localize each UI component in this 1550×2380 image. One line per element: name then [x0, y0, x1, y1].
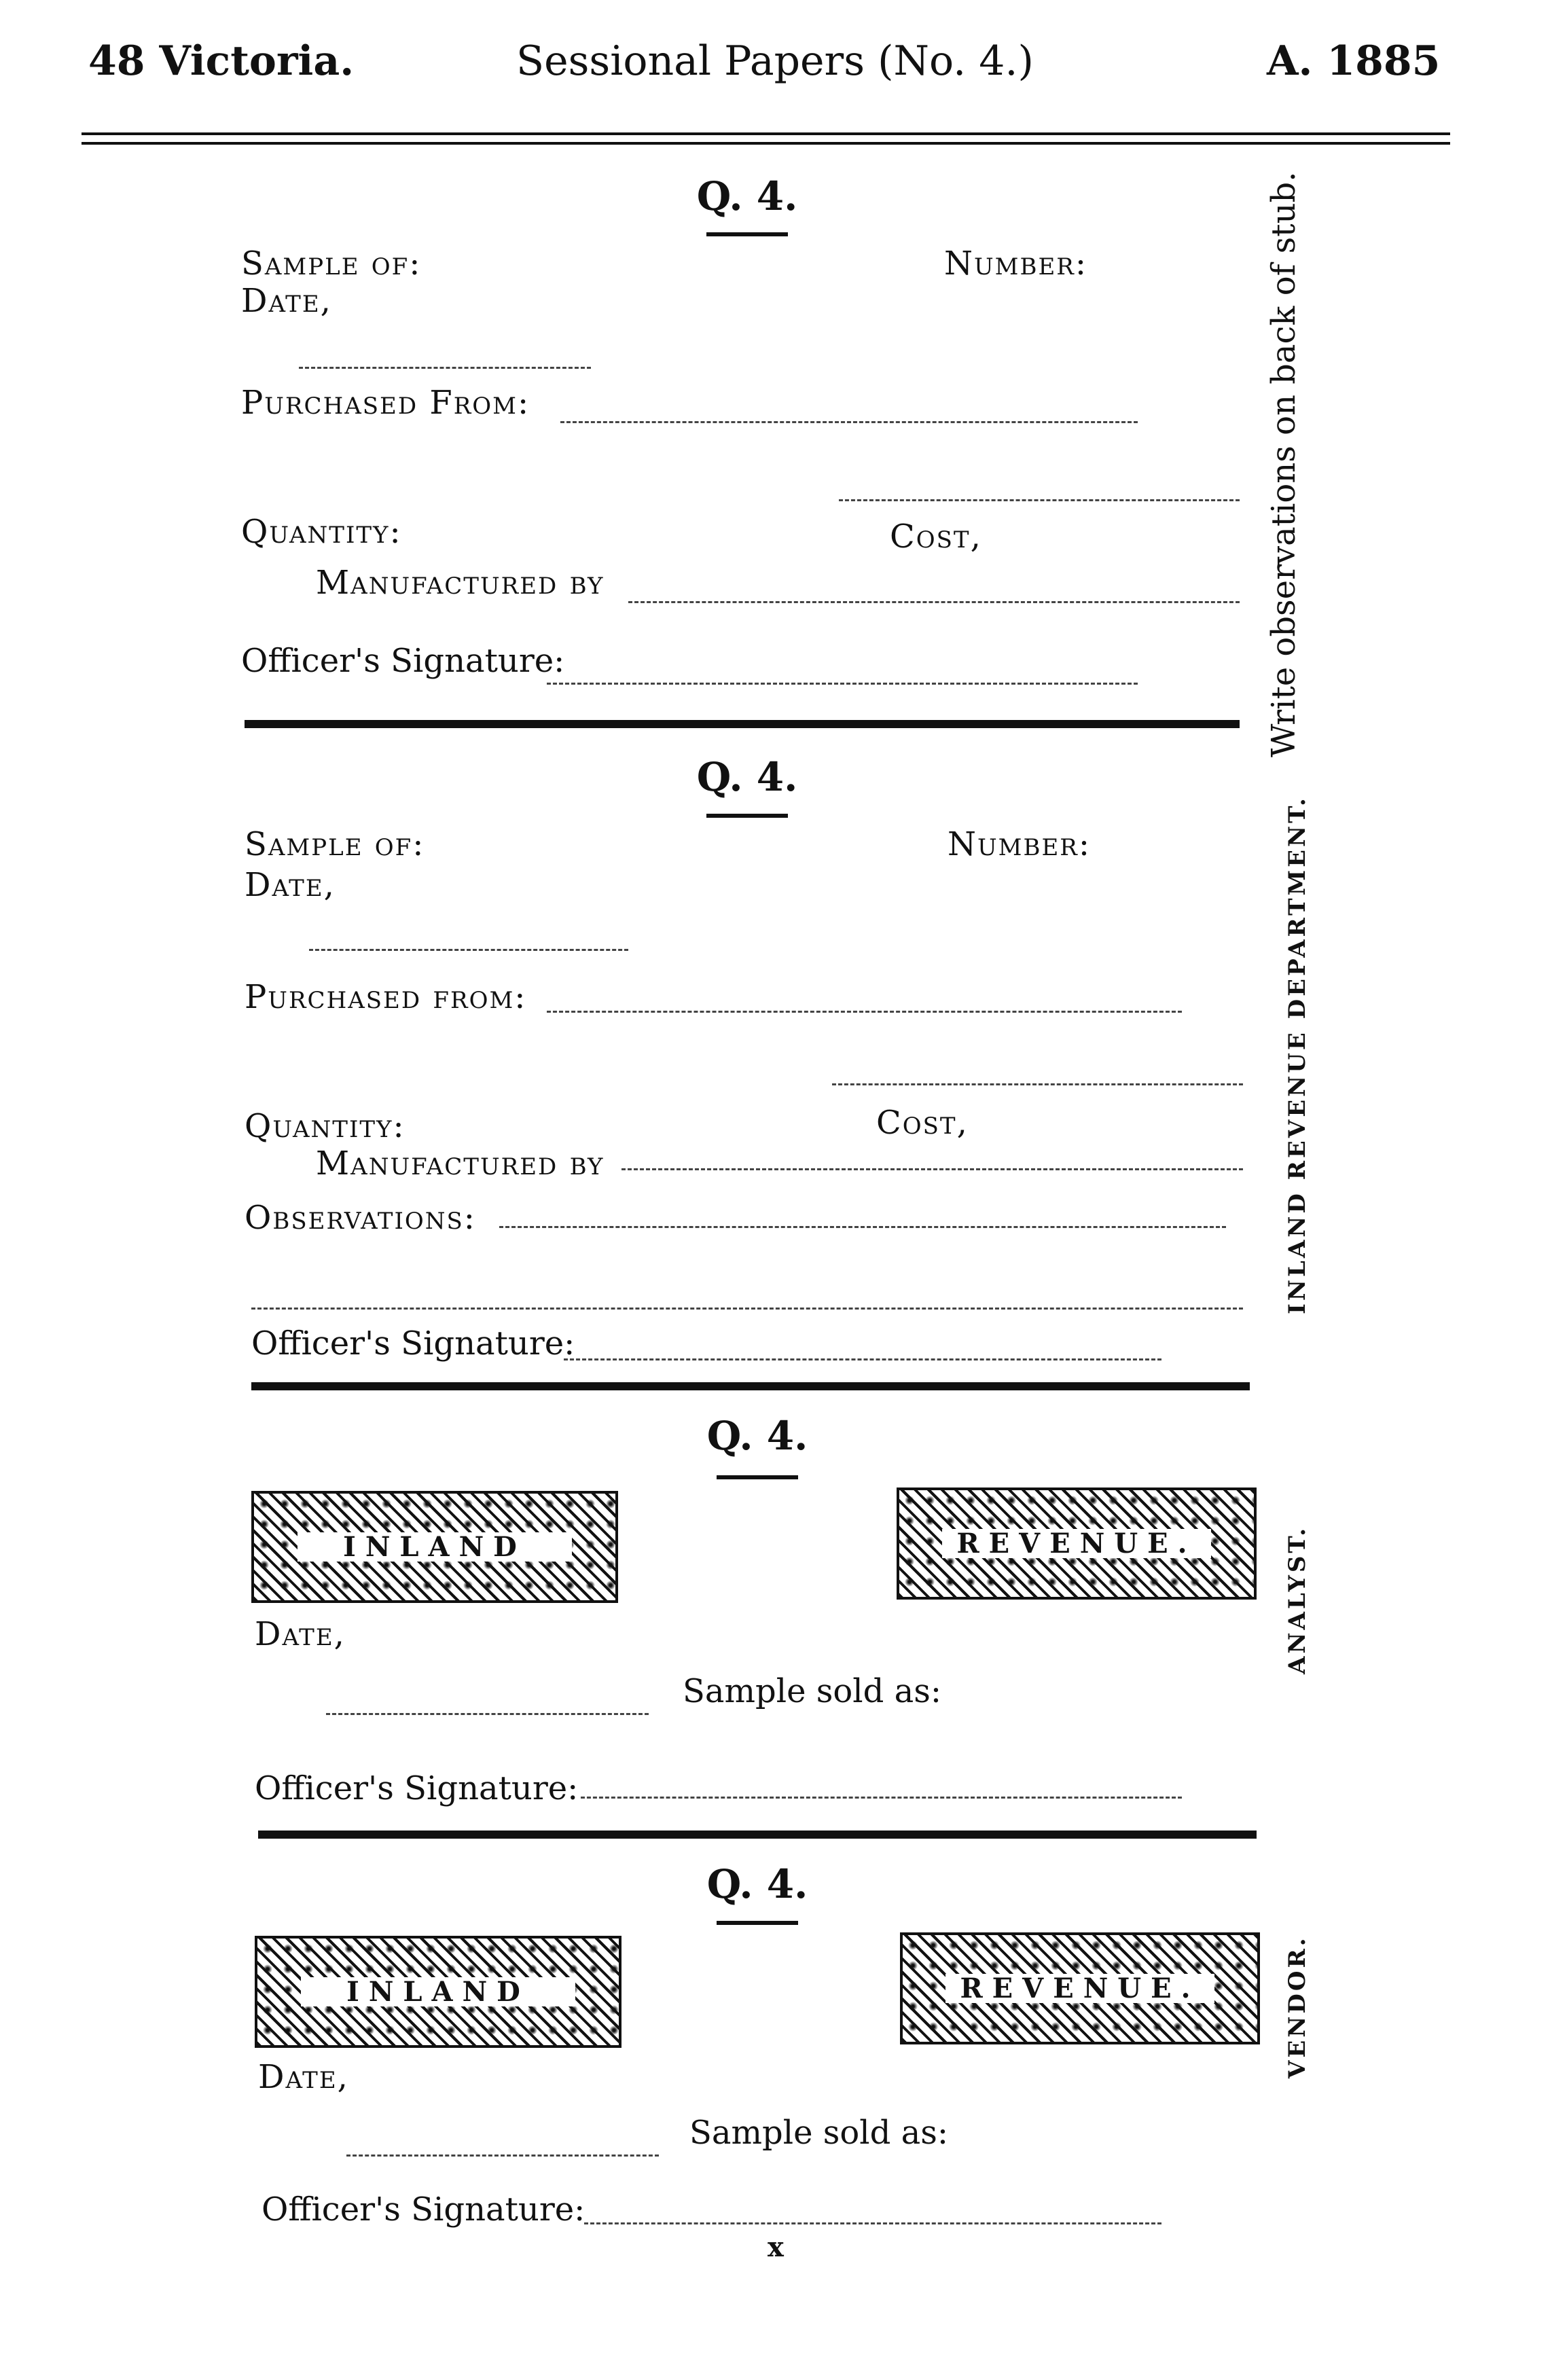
section-1-sample-of: Sample of:	[241, 245, 422, 283]
header-rule-bottom	[82, 142, 1450, 145]
section-3-side-label: ANALYST.	[1284, 1525, 1311, 1674]
section-2-officer-signature: Officer's Signature:	[251, 1324, 575, 1363]
section-4-stamp-revenue-label: REVENUE.	[945, 1974, 1215, 2004]
section-1-number: Number:	[944, 245, 1088, 283]
section-2-quantity: Quantity:	[245, 1107, 405, 1145]
header-title: Sessional Papers (No. 4.)	[516, 37, 1034, 85]
section-1-purchased-from: Purchased From:	[241, 384, 530, 422]
footer-mark: x	[768, 2231, 784, 2263]
section-4-stamp-inland-label: INLAND	[301, 1977, 575, 2007]
section-1-cost: Cost,	[890, 518, 982, 556]
section-3-officer-signature: Officer's Signature:	[255, 1769, 579, 1807]
section-1-number-field[interactable]	[839, 499, 1240, 501]
section-4-heading-underline	[717, 1921, 798, 1925]
section-2-date: Date,	[245, 866, 336, 904]
section-1-date-field[interactable]	[299, 367, 591, 369]
section-3-heading: Q. 4.	[706, 1413, 808, 1459]
section-1-manufactured-by: Manufactured by	[316, 564, 605, 602]
section-2-officer-signature-field[interactable]	[564, 1358, 1161, 1360]
section-2-observations-field[interactable]	[499, 1226, 1226, 1228]
section-3-stamp-inland	[251, 1491, 618, 1603]
section-3-stamp-revenue	[897, 1488, 1257, 1600]
section-4-heading: Q. 4.	[706, 1861, 808, 1907]
section-1-heading: Q. 4.	[696, 173, 798, 219]
section-1-officer-signature-field[interactable]	[547, 683, 1138, 685]
section-3-officer-signature-field[interactable]	[581, 1797, 1182, 1799]
section-2-sample-of: Sample of:	[245, 825, 425, 863]
section-3-divider	[258, 1831, 1257, 1839]
section-2-divider	[251, 1382, 1250, 1390]
section-2-purchased-from-field[interactable]	[547, 1011, 1182, 1013]
section-2-observations: Observations:	[245, 1199, 476, 1237]
header-session: 48 Victoria.	[88, 37, 355, 85]
section-1-officer-signature: Officer's Signature:	[241, 642, 565, 680]
section-2-manufactured-by: Manufactured by	[316, 1144, 605, 1183]
section-4-stamp-revenue	[900, 1932, 1260, 2044]
section-1-date: Date,	[241, 282, 332, 320]
section-1-heading-underline	[706, 232, 788, 236]
section-2-manufactured-by-field[interactable]	[621, 1168, 1243, 1170]
section-4-sample-sold-as: Sample sold as:	[689, 2114, 949, 2152]
section-3-sample-sold-as: Sample sold as:	[683, 1672, 942, 1710]
section-3-date-field[interactable]	[326, 1713, 649, 1715]
section-1-quantity: Quantity:	[241, 513, 402, 551]
section-3-stamp-revenue-label: REVENUE.	[942, 1529, 1212, 1559]
section-4-officer-signature: Officer's Signature:	[262, 2190, 585, 2229]
section-4-stamp-inland	[255, 1936, 621, 2048]
section-2-heading: Q. 4.	[696, 754, 798, 800]
section-2-number: Number:	[948, 825, 1092, 863]
section-1-manufactured-by-field[interactable]	[628, 601, 1240, 603]
section-1-divider	[245, 720, 1240, 728]
header-year: A. 1885	[1267, 37, 1441, 85]
section-4-date-field[interactable]	[346, 2154, 659, 2157]
section-1-side-label: Write observations on back of stub.	[1265, 171, 1303, 757]
section-4-side-label: VENDOR.	[1284, 1935, 1311, 2078]
section-3-date: Date,	[255, 1615, 346, 1653]
section-2-side-label: INLAND REVENUE DEPARTMENT.	[1284, 795, 1311, 1314]
section-2-heading-underline	[706, 814, 788, 818]
section-3-stamp-inland-label: INLAND	[298, 1532, 572, 1562]
section-2-purchased-from: Purchased from:	[245, 978, 527, 1016]
section-2-number-field[interactable]	[832, 1083, 1243, 1085]
section-3-heading-underline	[717, 1475, 798, 1479]
section-4-date: Date,	[258, 2058, 349, 2096]
section-2-date-field[interactable]	[309, 949, 628, 951]
section-4-officer-signature-field[interactable]	[584, 2222, 1161, 2224]
section-1-purchased-from-field[interactable]	[560, 421, 1138, 423]
section-2-observations-field-2[interactable]	[251, 1308, 1243, 1310]
section-2-cost: Cost,	[876, 1104, 969, 1142]
header-rule-top	[82, 132, 1450, 135]
